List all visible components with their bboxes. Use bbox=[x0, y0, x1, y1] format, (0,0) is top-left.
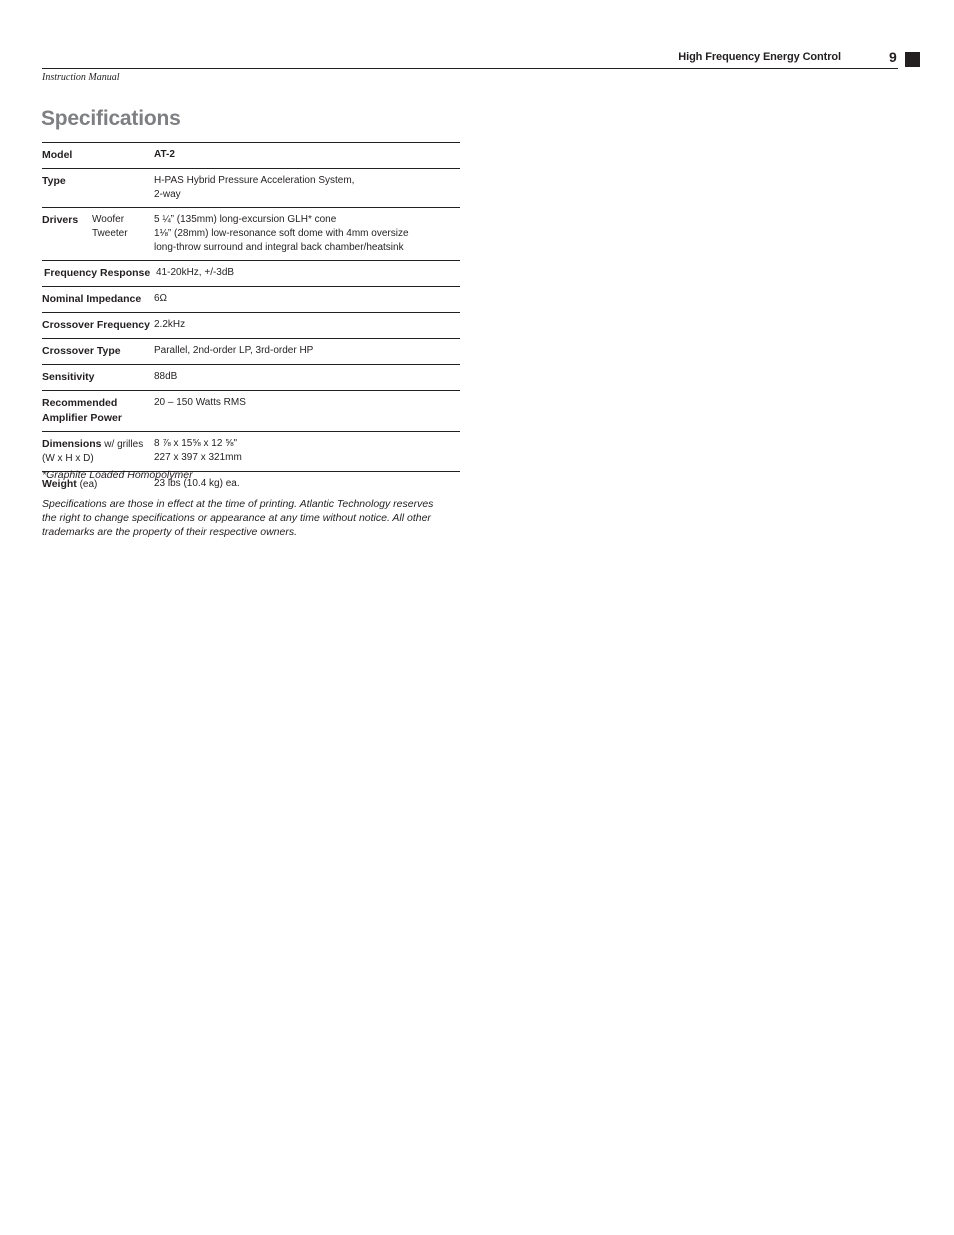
spec-value: 41-20kHz, +/-3dB bbox=[156, 267, 235, 278]
spec-table bbox=[42, 142, 460, 497]
spec-row-dimensions bbox=[42, 432, 460, 472]
section-title: Specifications bbox=[41, 107, 181, 130]
driver-sublabel: Tweeter bbox=[92, 228, 128, 239]
spec-label: Weight bbox=[42, 478, 77, 490]
disclaimer-line: trademarks are the property of their respective owners. bbox=[42, 526, 298, 538]
disclaimer-line: Specifications are those in effect at the time of printing. Atlantic Technology reserves bbox=[42, 498, 434, 510]
spec-value: 20 – 150 Watts RMS bbox=[154, 397, 246, 408]
spec-label-suffix: w/ grilles bbox=[101, 439, 144, 450]
spec-value: Parallel, 2nd-order LP, 3rd-order HP bbox=[154, 345, 314, 356]
spec-value: 8 ⅞ x 15⅝ x 12 ⅝" bbox=[154, 438, 238, 449]
spec-value: long-throw surround and integral back chamber/heatsink bbox=[154, 242, 404, 253]
spec-row-drivers bbox=[42, 208, 460, 261]
spec-value: 88dB bbox=[154, 371, 178, 382]
spec-value: H-PAS Hybrid Pressure Acceleration System, bbox=[154, 175, 355, 186]
page-marker-square bbox=[905, 52, 920, 67]
spec-label: Dimensions bbox=[42, 438, 102, 450]
spec-row-frequency-response bbox=[42, 261, 460, 287]
page-number: 9 bbox=[889, 49, 897, 65]
disclaimer bbox=[42, 497, 452, 539]
driver-sublabel: Woofer bbox=[92, 214, 125, 225]
spec-label: Model bbox=[42, 149, 73, 161]
spec-row-type bbox=[42, 169, 460, 208]
spec-label: Nominal Impedance bbox=[42, 293, 142, 305]
header-rule bbox=[42, 68, 898, 69]
manual-label: Instruction Manual bbox=[42, 72, 120, 83]
spec-value: 5 ¼” (135mm) long-excursion GLH* cone bbox=[154, 214, 337, 225]
spec-row-sensitivity bbox=[42, 365, 460, 391]
spec-row-recommended-power bbox=[42, 391, 460, 432]
spec-value: AT-2 bbox=[154, 149, 175, 160]
spec-label: Frequency Response bbox=[44, 267, 151, 279]
spec-row-nominal-impedance bbox=[42, 287, 460, 313]
header-title: High Frequency Energy Control bbox=[678, 51, 841, 63]
spec-row-crossover-frequency bbox=[42, 313, 460, 339]
spec-label: Crossover Frequency bbox=[42, 319, 150, 331]
spec-value: 227 x 397 x 321mm bbox=[154, 452, 242, 463]
spec-label: Crossover Type bbox=[42, 345, 121, 357]
spec-label-suffix: (ea) bbox=[76, 479, 98, 490]
spec-label: Amplifier Power bbox=[42, 412, 122, 424]
spec-label: Sensitivity bbox=[42, 371, 95, 383]
spec-value: 23 lbs (10.4 kg) ea. bbox=[154, 478, 240, 489]
spec-value: 1⅛” (28mm) low-resonance soft dome with 4mm oversize bbox=[154, 228, 409, 239]
spec-value: 2-way bbox=[154, 189, 181, 200]
spec-row-model bbox=[42, 143, 460, 169]
spec-label-suffix: (W x H x D) bbox=[42, 453, 94, 464]
spec-value: 2.2kHz bbox=[154, 319, 186, 330]
spec-value: 6Ω bbox=[154, 293, 168, 304]
spec-row-crossover-type bbox=[42, 339, 460, 365]
spec-label: Type bbox=[42, 175, 66, 187]
footnote: *Graphite Loaded Homopolymer bbox=[42, 469, 193, 481]
spec-label: Drivers bbox=[42, 214, 79, 226]
spec-label: Recommended bbox=[42, 397, 118, 409]
disclaimer-line: the right to change specifications or appearance at any time without notice. All other bbox=[42, 512, 431, 524]
